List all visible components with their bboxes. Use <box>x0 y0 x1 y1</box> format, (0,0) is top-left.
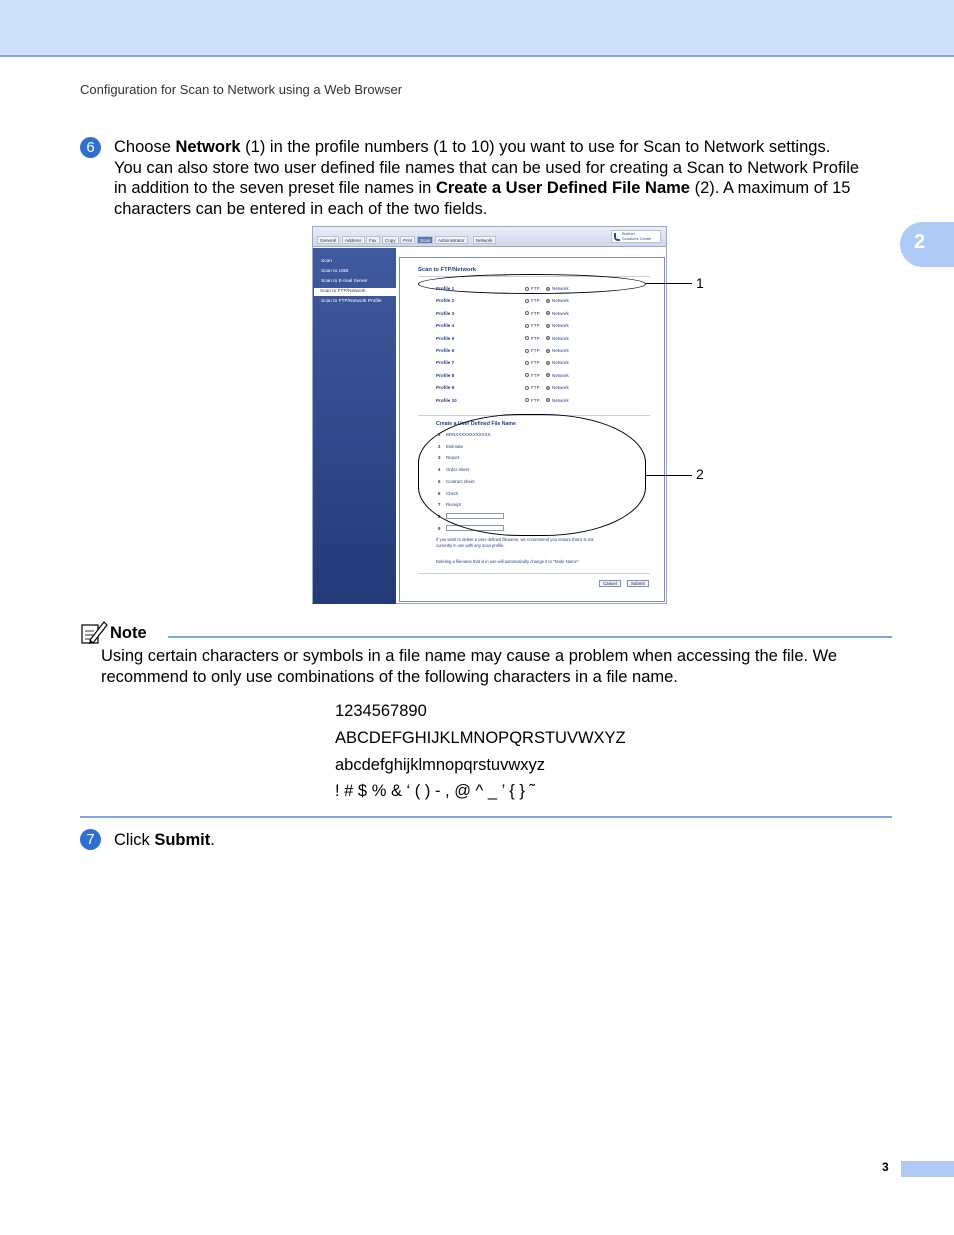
fig-profile-label: Profile 5 <box>436 335 455 341</box>
radio-on-icon <box>546 398 550 402</box>
fig-network-radio[interactable]: Network <box>546 348 569 353</box>
fig-network-radio[interactable]: Network <box>546 373 569 378</box>
fig-ftp-radio[interactable]: FTP <box>525 323 540 328</box>
fig-filename-value: Receipt <box>446 502 461 508</box>
fig-solutions-center-logo[interactable]: Brother Solutions Center <box>611 230 661 243</box>
callout-1-leader <box>646 283 692 284</box>
fig-filename-value: Report <box>446 455 460 461</box>
fig-network-radio[interactable]: Network <box>546 398 569 403</box>
note-text: Using certain characters or symbols in a file name may cause a problem when accessing the file. We recommend to only use combinations of the following characters in a file name. <box>101 647 838 686</box>
step-6-badge: 6 <box>80 137 101 158</box>
fig-profile-label: Profile 2 <box>436 298 455 304</box>
fig-tab-network[interactable]: Network <box>473 236 496 244</box>
fig-ftp-radio[interactable]: FTP <box>525 298 540 303</box>
fig-sidebar-item-scan-to-ftp-network[interactable]: Scan to FTP/Network <box>314 288 396 296</box>
page-header-band <box>0 0 954 57</box>
fig-filename-number: 9 <box>438 525 441 531</box>
fig-profile-label: Profile 8 <box>436 372 455 378</box>
fig-filename-number: 1 <box>438 432 441 437</box>
fig-ftp-radio[interactable]: FTP <box>525 373 540 378</box>
allowed-uppercase: ABCDEFGHIJKLMNOPQRSTUVWXYZ <box>335 729 626 747</box>
fig-sidebar-item-scan-to-usb[interactable]: Scan to USB <box>321 269 349 274</box>
fig-ftp-radio[interactable]: FTP <box>525 311 540 316</box>
fig-ftp-radio[interactable]: FTP <box>525 336 540 341</box>
fig-sidebar-item-scan[interactable]: Scan <box>321 259 332 264</box>
fig-filename-number: 5 <box>438 478 441 484</box>
page-number: 3 <box>882 1160 889 1174</box>
fig-tab-administrator[interactable]: Administrator <box>435 236 468 244</box>
fig-profile-label: Profile 1 <box>436 286 455 291</box>
radio-on-icon <box>546 324 550 328</box>
radio-off-icon <box>525 386 529 390</box>
radio-off-icon <box>525 373 529 377</box>
fig-profile-label: Profile 9 <box>436 385 455 391</box>
radio-off-icon <box>525 324 529 328</box>
fig-filename-number: 7 <box>438 502 441 508</box>
fig-filename-number: 4 <box>438 467 441 473</box>
fig-network-radio[interactable]: Network <box>546 323 569 328</box>
fig-filename-number: 2 <box>438 443 441 449</box>
fig-sidebar <box>313 248 396 604</box>
step-6-text <box>114 137 904 219</box>
step-6-line-4: characters can be entered in each of the two fields. <box>114 199 488 218</box>
fig-network-radio[interactable]: Network <box>546 385 569 390</box>
step-6-line-3: in addition to the seven preset file names in Create a User Defined File Name (2). A maximum of 15 <box>114 179 851 197</box>
fig-ftp-radio[interactable]: FTP <box>525 348 540 353</box>
radio-on-icon <box>546 361 550 365</box>
fig-submit-button[interactable]: Submit <box>627 580 649 587</box>
fig-tab-scan[interactable]: Scan <box>417 236 433 244</box>
fig-tab-address[interactable]: Address <box>342 236 365 244</box>
fig-filename-value: Order sheet <box>446 467 470 473</box>
allowed-symbols: ! # $ % & ‘ ( ) - , @ ^ _ ’ { } ˜ <box>335 782 535 800</box>
callout-2-ellipse <box>418 414 646 536</box>
callout-1-label: 1 <box>696 275 704 291</box>
chapter-number: 2 <box>914 231 926 253</box>
fig-ftp-radio[interactable]: FTP <box>525 398 540 403</box>
note-bottom-rule <box>80 816 892 818</box>
fig-panel-title: Scan to FTP/Network <box>418 267 476 273</box>
radio-off-icon <box>525 349 529 353</box>
fig-ftp-radio[interactable]: FTP <box>525 385 540 390</box>
allowed-lowercase: abcdefghijklmnopqrstuvwxyz <box>335 756 546 774</box>
fig-sidebar-item-scan-profile[interactable]: Scan to FTP/Network Profile <box>321 299 382 304</box>
radio-on-icon <box>546 299 550 303</box>
fig-filename-value: Check <box>446 490 459 496</box>
fig-filename-number: 8 <box>438 513 441 519</box>
radio-on-icon <box>546 336 550 340</box>
running-title: Configuration for Scan to Network using a Web Browser <box>80 82 403 97</box>
fig-network-radio[interactable]: Network <box>546 360 569 365</box>
callout-2-leader <box>646 475 692 476</box>
fig-filename-section-title: Create a User Defined File Name <box>436 421 516 427</box>
chapter-tab <box>900 222 954 267</box>
fig-filename-value: Contract sheet <box>446 478 475 484</box>
fig-filename-number: 3 <box>438 455 441 461</box>
fig-network-radio[interactable]: Network <box>546 298 569 303</box>
step-6-line-1: Choose Network (1) in the profile numbers (1 to 10) you want to use for Scan to Network settings. <box>114 138 831 156</box>
fig-sidebar-item-scan-to-email[interactable]: Scan to E-mail Server <box>321 279 368 284</box>
fig-profile-label: Profile 3 <box>436 310 455 316</box>
fig-tab-fax[interactable]: Fax <box>366 236 380 244</box>
fig-tab-copy[interactable]: Copy <box>382 236 399 244</box>
step-6-line-2: You can also store two user defined file names that can be used for creating a Scan to Network Profile <box>114 158 860 177</box>
fig-cancel-button[interactable]: Cancel <box>599 580 621 587</box>
radio-off-icon <box>525 398 529 402</box>
fig-divider <box>418 573 650 574</box>
note-top-rule <box>168 636 892 638</box>
fig-delete-note: If you want to delete a user defined filename, we recommend you ensure that it is not currently in use with any scan profile. <box>436 537 594 548</box>
fig-network-radio[interactable]: Network <box>546 311 569 316</box>
step-7-badge: 7 <box>80 829 101 850</box>
brother-logo-icon <box>614 233 620 241</box>
fig-network-radio[interactable]: Network <box>546 286 569 291</box>
radio-off-icon <box>525 336 529 340</box>
fig-rename-note: Deleting a filename that is in use will automatically change it to "Node Name". <box>436 559 580 564</box>
note-label: Note <box>110 624 147 642</box>
page-number-tab <box>901 1161 954 1177</box>
fig-tab-print[interactable]: Print <box>400 236 415 244</box>
callout-1-ellipse <box>418 274 646 294</box>
allowed-digits: 1234567890 <box>335 702 427 720</box>
callout-2-label: 2 <box>696 466 704 482</box>
fig-filename-number: 6 <box>438 490 441 496</box>
note-pencil-icon <box>80 619 108 645</box>
fig-filename-value: BRNXXXXXXXXXXXX <box>446 432 491 437</box>
fig-network-radio[interactable]: Network <box>546 336 569 341</box>
fig-profile-label: Profile 6 <box>436 348 455 353</box>
step-7-text: Click Submit. <box>114 831 215 849</box>
fig-tab-bar <box>313 227 666 247</box>
fig-ftp-radio[interactable]: FTP <box>525 360 540 365</box>
radio-on-icon <box>546 311 550 315</box>
fig-ftp-radio[interactable]: FTP <box>525 286 540 291</box>
fig-profile-label: Profile 7 <box>436 360 455 366</box>
fig-profile-label: Profile 4 <box>436 323 455 329</box>
radio-off-icon <box>525 361 529 365</box>
fig-filename-value: Estimate <box>446 443 464 449</box>
fig-tab-general[interactable]: General <box>317 236 339 244</box>
radio-off-icon <box>525 311 529 315</box>
radio-on-icon <box>546 349 550 353</box>
radio-off-icon <box>525 299 529 303</box>
fig-profile-label: Profile 10 <box>436 397 457 403</box>
radio-on-icon <box>546 386 550 390</box>
radio-on-icon <box>546 373 550 377</box>
